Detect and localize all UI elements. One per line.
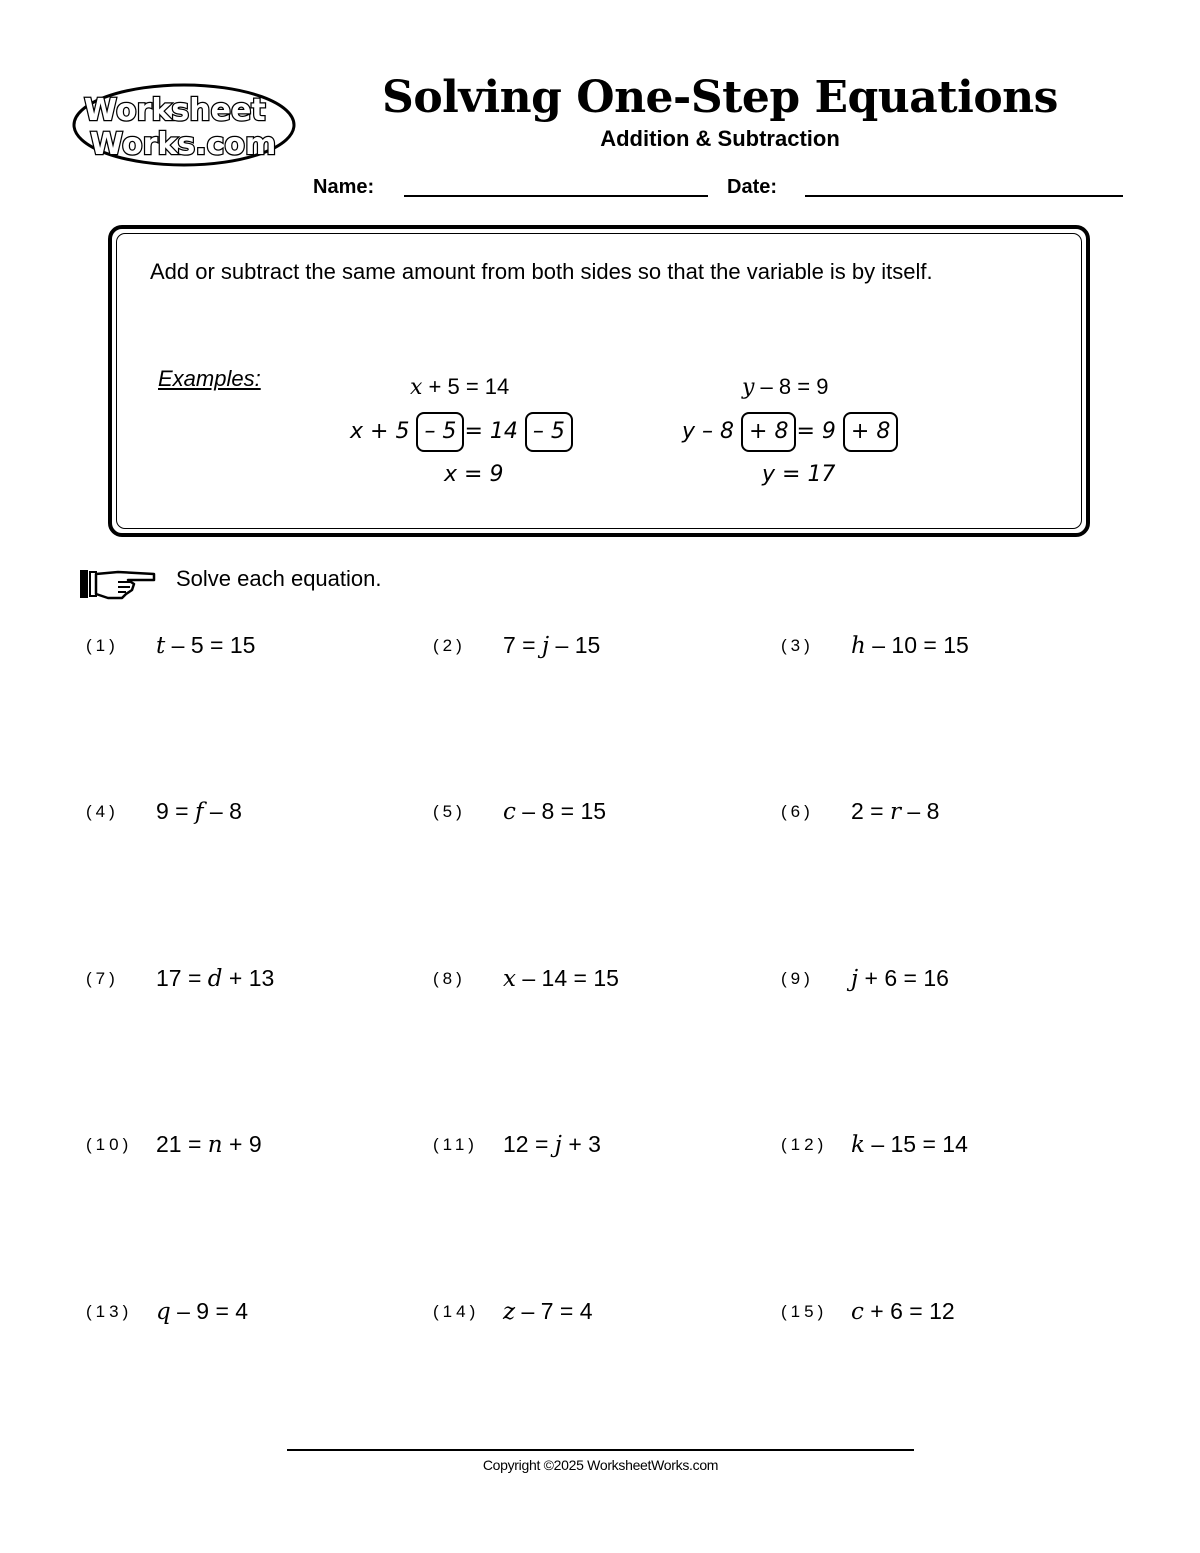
problem-equation	[503, 1131, 601, 1158]
equation-left: 2 =	[851, 798, 891, 824]
problem-number: (3)	[781, 636, 814, 655]
problem-number: (8)	[433, 969, 466, 988]
equation-right: – 7 = 4	[515, 1298, 593, 1324]
equation-right: – 15	[549, 632, 601, 658]
problem-number: (2)	[433, 636, 466, 655]
problem-equation	[851, 965, 949, 992]
logo-text-line1: Worksheet	[84, 93, 266, 128]
equation-variable: x	[503, 966, 516, 992]
equation-variable: d	[207, 966, 223, 992]
equation-right: – 10 = 15	[865, 632, 969, 658]
example1-line1-rest: + 5 = 14	[422, 374, 510, 399]
problem-number: (13)	[86, 1302, 133, 1321]
equation-right: + 6 = 16	[858, 965, 949, 991]
equation-right: – 9 = 4	[170, 1298, 249, 1324]
worksheetworks-logo	[72, 80, 302, 170]
problem-equation	[851, 1131, 968, 1158]
page-subtitle: Addition & Subtraction	[600, 126, 840, 151]
equation-variable: t	[156, 633, 166, 659]
example1-line2-left: x + 5	[350, 419, 410, 444]
example2-line1: y – 8 = 9	[742, 374, 829, 400]
problem-equation	[156, 798, 242, 825]
footer-divider	[287, 1449, 914, 1451]
equation-variable: q	[156, 1299, 171, 1325]
problem-number: (10)	[86, 1135, 133, 1154]
equation-right: + 13	[222, 965, 275, 991]
equation-right: – 5 = 15	[165, 632, 256, 658]
equation-right: + 9	[222, 1131, 262, 1157]
equation-variable: n	[207, 1132, 223, 1158]
example1-line3: x = 9	[444, 462, 504, 487]
example1-box2: – 5	[525, 412, 573, 452]
equation-variable: z	[503, 1299, 516, 1325]
equation-variable: r	[890, 799, 902, 825]
equation-left: 12 =	[503, 1131, 555, 1157]
problem-number: (9)	[781, 969, 814, 988]
example2-line2-left: y – 8	[682, 419, 735, 444]
equation-variable: f	[195, 799, 204, 825]
logo-text-line2: Works.com	[90, 127, 277, 162]
equation-left: 17 =	[156, 965, 208, 991]
example1-line2	[350, 412, 573, 452]
problem-number: (12)	[781, 1135, 828, 1154]
problem-equation	[503, 1298, 593, 1325]
copyright-text: Copyright ©2025 WorksheetWorks.com	[482, 1457, 719, 1473]
example1-line2-mid: = 14	[464, 419, 518, 444]
equation-variable: j	[542, 633, 550, 659]
example1-line1: x + 5 = 14	[410, 374, 510, 400]
problem-equation	[156, 632, 255, 659]
equation-right: – 15 = 14	[864, 1131, 968, 1157]
problem-number: (5)	[433, 802, 466, 821]
equation-variable: c	[503, 799, 516, 825]
problem-equation	[156, 965, 274, 992]
problem-number: (14)	[433, 1302, 480, 1321]
problem-equation	[156, 1298, 248, 1325]
instruction-text: Add or subtract the same amount from both sides so that the variable is by itself.	[150, 259, 933, 284]
example2-line2	[682, 412, 898, 452]
name-field[interactable]	[404, 195, 708, 197]
example1-box1: – 5	[416, 412, 464, 452]
problem-equation	[851, 798, 939, 825]
problem-equation	[503, 798, 606, 825]
problem-number: (6)	[781, 802, 814, 821]
problem-number: (11)	[433, 1135, 478, 1154]
examples-label: Examples:	[158, 366, 261, 391]
equation-variable: c	[851, 1299, 864, 1325]
equation-right: – 8 = 15	[515, 798, 607, 824]
problem-number: (1)	[86, 636, 119, 655]
equation-right: + 6 = 12	[863, 1298, 955, 1324]
equation-left: 7 =	[503, 632, 543, 658]
equation-right: + 3	[561, 1131, 601, 1157]
problem-equation	[503, 632, 600, 659]
date-label: Date:	[727, 176, 778, 198]
equation-left: 9 =	[156, 798, 196, 824]
example2-box2: + 8	[843, 412, 898, 452]
equation-variable: j	[851, 966, 859, 992]
problem-number: (7)	[86, 969, 119, 988]
problem-equation	[851, 1298, 955, 1325]
name-label: Name:	[313, 176, 375, 198]
page-title: Solving One-Step Equations	[382, 72, 1058, 123]
problem-equation	[503, 965, 619, 992]
example2-line3: y = 17	[762, 462, 836, 487]
equation-variable: j	[554, 1132, 562, 1158]
pointing-hand-icon	[78, 564, 158, 604]
equation-right: – 14 = 15	[515, 965, 619, 991]
problem-equation	[851, 632, 969, 659]
problem-number: (15)	[781, 1302, 828, 1321]
example2-box1: + 8	[741, 412, 796, 452]
equation-left: 21 =	[156, 1131, 208, 1157]
date-field[interactable]	[805, 195, 1123, 197]
equation-variable: k	[851, 1132, 865, 1158]
example2-line2-mid: = 9	[796, 419, 836, 444]
equation-right: – 8	[203, 798, 242, 824]
directions-text: Solve each equation.	[176, 566, 382, 591]
problem-equation	[156, 1131, 262, 1158]
example2-line1-rest: – 8 = 9	[754, 374, 829, 399]
equation-right: – 8	[901, 798, 940, 824]
problem-number: (4)	[86, 802, 119, 821]
equation-variable: h	[851, 633, 866, 659]
